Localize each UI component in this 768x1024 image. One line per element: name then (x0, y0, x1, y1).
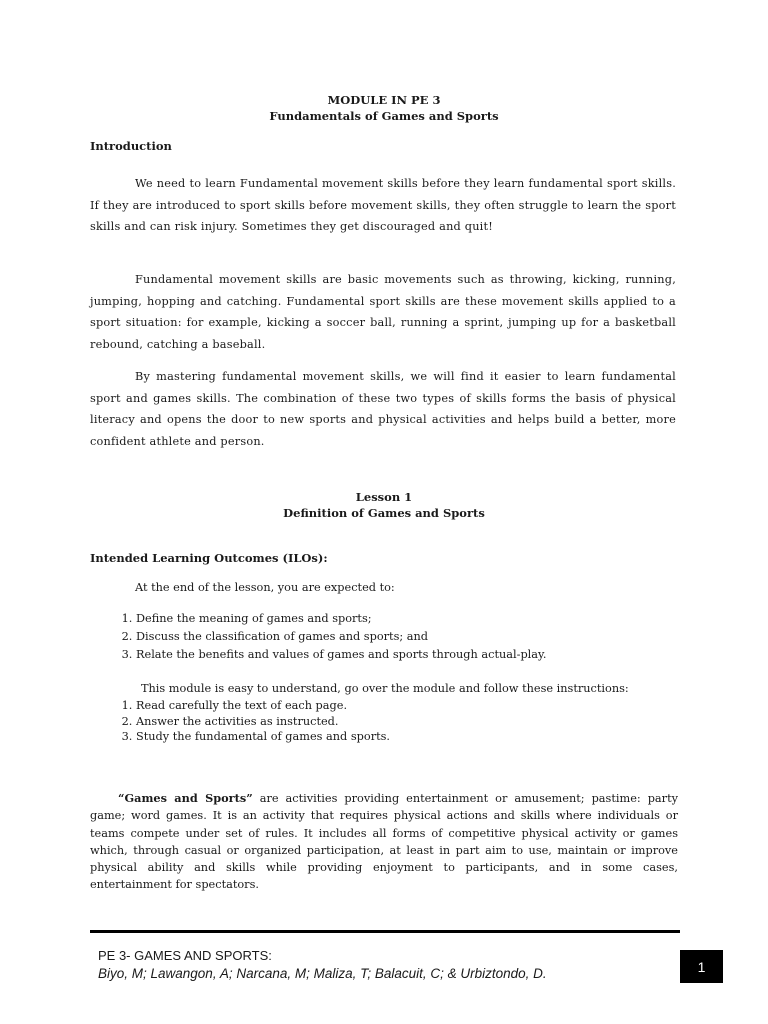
list-item: 1. Read carefully the text of each page. (136, 698, 696, 714)
module-title: MODULE IN PE 3 (327, 93, 441, 107)
ilos-list (90, 610, 696, 664)
footer-divider (90, 930, 680, 933)
module-subtitle: Fundamentals of Games and Sports (269, 109, 499, 123)
page-number-badge: 1 (680, 950, 723, 983)
intro-paragraph-1: We need to learn Fundamental movement skills before they learn fundamental sport skills. If they are introduced to sport skills before movement skills, they often struggle to learn the sport skills and can risk injury. Sometimes they get discouraged and quit! (90, 177, 676, 234)
lesson-title: Definition of Games and Sports (283, 506, 485, 520)
introduction-heading: Introduction (90, 139, 172, 153)
intro-paragraph-3: By mastering fundamental movement skills, we will find it easier to learn fundamental sport and games skills. The combination of these two types of skills forms the basis of physical literacy and opens the door to new sports and physical activities and helps build a better, more confident athlete and person. (90, 370, 676, 449)
instructions-intro: This module is easy to understand, go over the module and follow these instructions: (141, 682, 629, 695)
footer-course: PE 3- GAMES AND SPORTS: (98, 948, 272, 963)
lesson-number: Lesson 1 (355, 490, 413, 504)
list-item: 3. Relate the benefits and values of games and sports through actual-play. (136, 646, 696, 664)
definition-term: “Games and Sports” (118, 791, 253, 805)
intro-paragraph-2: Fundamental movement skills are basic movements such as throwing, kicking, running, jumping, hopping and catching. Fundamental sport skills are these movement skills applied to a sport situation: for example, kicking a soccer ball, running a sprint, jumping up for a basketball rebound, catching a baseball. (90, 273, 676, 352)
list-item: 2. Discuss the classification of games and sports; and (136, 628, 696, 646)
instructions-list (90, 698, 696, 745)
list-item: 3. Study the fundamental of games and sports. (136, 729, 696, 745)
list-item: 2. Answer the activities as instructed. (136, 714, 696, 730)
definition-paragraph (90, 790, 678, 894)
ilos-intro: At the end of the lesson, you are expected to: (135, 581, 395, 594)
definition-text: are activities providing entertainment or amusement; pastime: party game; word games. It is an activity that requires physical actions and skills where individuals or teams compete under set of rules. It includes all forms of competitive physical activity or games which, through casual or organized participation, at least in part aim to use, maintain or improve physical ability and skills while providing enjoyment to participants, and in some cases, entertainment for spectators. (90, 792, 678, 892)
list-item: 1. Define the meaning of games and sports; (136, 610, 696, 628)
footer-authors: Biyo, M; Lawangon, A; Narcana, M; Maliza, T; Balacuit, C; & Urbiztondo, D. (98, 966, 547, 981)
ilos-heading: Intended Learning Outcomes (ILOs): (90, 551, 328, 565)
